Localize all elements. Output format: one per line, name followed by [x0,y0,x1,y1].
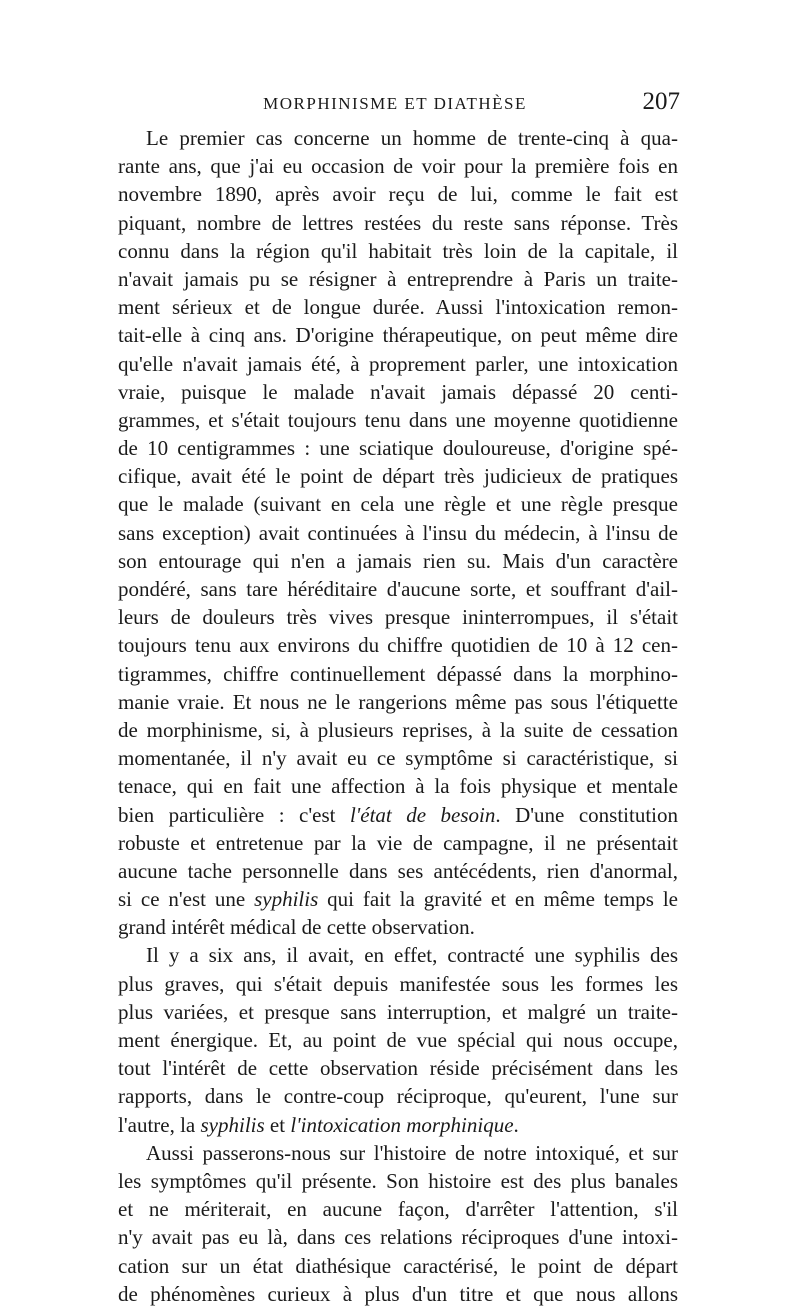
text-line: ment énergique. Et, au point de vue spécial qui nous occupe, [118,1028,678,1052]
text-run: qui fait la gravité et en même temps le [318,887,678,912]
text-line: connu dans la région qu'il habitait très loin de la capitale, il [118,238,678,263]
text-run: si ce n'est une [118,887,255,912]
text-line: de 10 centigrammes : une sciatique douloureuse, d'origine spé- [118,436,678,461]
text-line: leurs de douleurs très vives presque ininterrompues, il s'était [118,605,678,630]
text-line [118,801,678,829]
text-line: et ne mériterait, en aucune façon, d'arrêter l'attention, s'il [118,1197,678,1222]
text-line: tenace, qui en fait une affection à la fois physique et mentale [118,774,678,799]
text-run: bien particulière : c'est [118,802,350,827]
text-run: . [513,1112,519,1137]
text-line: que le malade (suivant en cela une règle et une règle presque [118,492,678,517]
body-text [118,124,678,1308]
text-line: plus graves, qui s'était depuis manifestée sous les formes les [118,971,678,996]
text-line: momentanée, il n'y avait eu ce symptôme si caractéristique, si [118,746,678,771]
text-line: de morphinisme, si, à plusieurs reprises, à la suite de cessation [118,717,678,742]
text-line: sans exception) avait continuées à l'insu du médecin, à l'insu de [118,520,678,545]
text-line: rante ans, que j'ai eu occasion de voir pour la première fois en [118,154,678,179]
text-line: de phénomènes curieux à plus d'un titre et que nous allons [118,1281,678,1306]
text-line: cation sur un état diathésique caractérisé, le point de départ [118,1253,678,1278]
text-line: tigrammes, chiffre continuellement dépassé dans la morphino- [118,661,678,686]
text-line: pondéré, sans tare héréditaire d'aucune sorte, et souffrant d'ail- [118,577,678,601]
text-line: vraie, puisque le malade n'avait jamais dépassé 20 centi- [118,379,678,404]
text-line: tout l'intérêt de cette observation réside précisément dans les [118,1056,678,1081]
text-line: Aussi passerons-nous sur l'histoire de notre intoxiqué, et sur [146,1140,678,1165]
text-line: Il y a six ans, il avait, en effet, contracté une syphilis des [146,943,678,968]
text-line: robuste et entretenue par la vie de campagne, il ne présentait [118,830,678,855]
text-run: l'autre, la [118,1112,201,1137]
text-run: et [264,1112,291,1137]
text-line: grand intérêt médical de cette observation. [118,915,475,940]
running-title: MORPHINISME ET DIATHÈSE [263,94,527,113]
text-line: son entourage qui n'en a jamais rien su. Mais d'un caractère [118,548,678,573]
text-line: qu'elle n'avait jamais été, à proprement parler, une intoxication [118,351,678,376]
text-line: les symptômes qu'il présente. Son histoire est des plus banales [118,1168,678,1193]
text-line: tait-elle à cinq ans. D'origine thérapeutique, on peut même dire [118,323,678,348]
text-line: aucune tache personnelle dans ses antécédents, rien d'anormal, [118,858,678,883]
text-line [118,885,678,913]
running-head [110,88,680,118]
text-run: . D'une constitution [495,802,678,827]
text-line: novembre 1890, après avoir reçu de lui, comme le fait est [118,182,678,207]
text-line: Le premier cas concerne un homme de trente-cinq à qua- [146,126,678,150]
text-line: n'y avait pas eu là, dans ces relations réciproques d'une intoxi- [118,1225,678,1250]
text-line: piquant, nombre de lettres restées du reste sans réponse. Très [118,210,678,235]
italic-phrase: syphilis [200,1112,265,1137]
text-line: rapports, dans le contre-coup réciproque, qu'eurent, l'une sur [118,1084,678,1109]
text-line: cifique, avait été le point de départ très judicieux de pratiques [118,464,678,489]
page-number: 207 [642,88,680,115]
italic-phrase: syphilis [254,887,319,912]
text-line: ment sérieux et de longue durée. Aussi l'intoxication remon- [118,295,678,320]
italic-phrase: l'intoxication morphinique [290,1112,514,1137]
text-line: manie vraie. Et nous ne le rangerions même pas sous l'étiquette [118,689,678,714]
text-line [118,1111,678,1139]
text-line: plus variées, et presque sans interruption, et malgré un traite- [118,999,678,1024]
italic-phrase: l'état de besoin [349,802,496,827]
text-line: grammes, et s'était toujours tenu dans une moyenne quotidienne [118,407,678,432]
text-line: n'avait jamais pu se résigner à entreprendre à Paris un traite- [118,266,678,291]
text-line: toujours tenu aux environs du chiffre quotidien de 10 à 12 cen- [118,633,678,658]
